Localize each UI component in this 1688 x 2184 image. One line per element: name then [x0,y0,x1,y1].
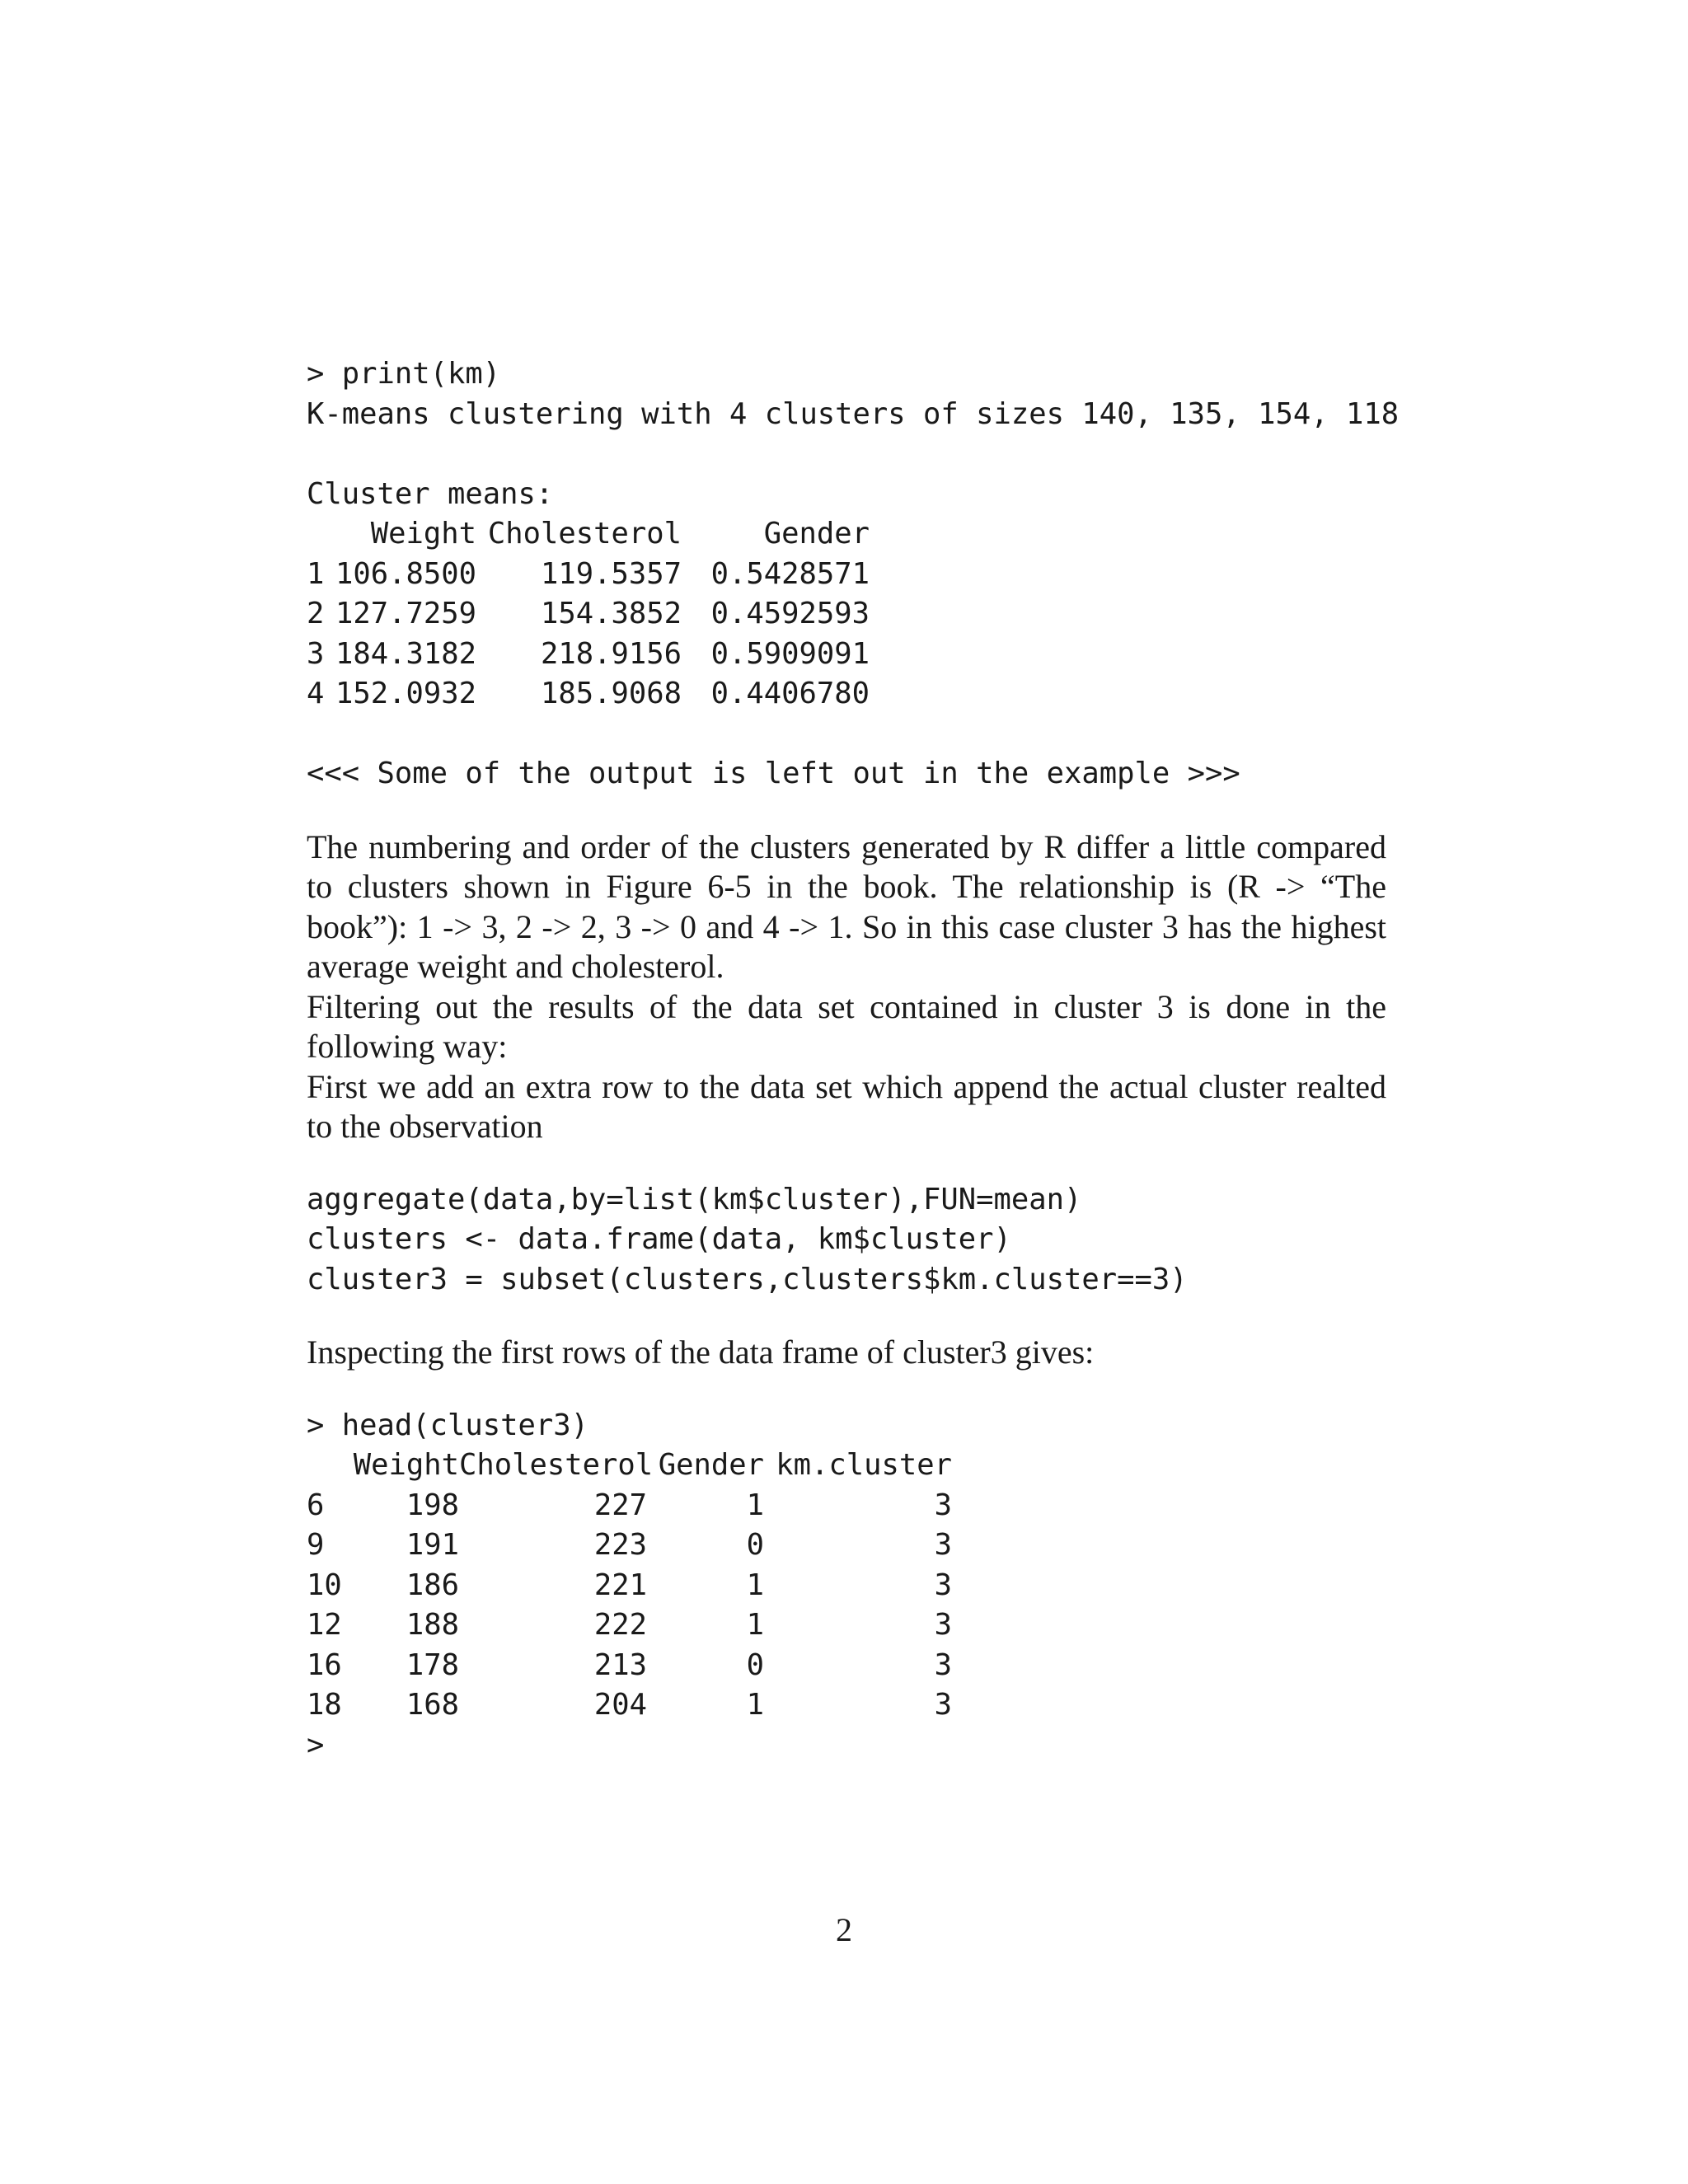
table-row [307,1526,1386,1566]
cell-weight: 178 [406,1647,459,1682]
cell-gender: 0 [746,1647,764,1682]
cluster-means-label: Cluster means: [307,476,554,511]
cell-gender: 1 [746,1568,764,1602]
cell-cholesterol: 185.9068 [541,677,682,710]
cell-weight: 186 [406,1568,459,1602]
cell-km-cluster: 3 [934,1488,952,1522]
explanation-text [307,827,1386,1147]
table-row [307,594,1386,635]
cell-weight: 188 [406,1608,459,1642]
command-print-km: > print(km) [307,357,501,391]
table-row [307,635,1386,675]
cell-gender: 0.5428571 [710,556,870,591]
cell-weight: 106.8500 [335,556,476,591]
console-output-head-cluster3 [307,1406,1386,1766]
row-id: 12 [307,1608,342,1642]
cell-cholesterol: 221 [593,1568,647,1602]
paragraph-extra-row: First we add an extra row to the data set which append the actual cluster realted to the observation [307,1067,1386,1145]
cluster3-header [307,1446,1386,1486]
page-number: 2 [836,1911,852,1948]
cluster3-table [307,1446,1386,1726]
cell-weight: 127.7259 [335,597,476,630]
cell-gender: 1 [746,1608,764,1642]
header-weight: Weight [370,517,476,551]
table-row [307,1486,1386,1526]
cell-weight: 152.0932 [335,677,476,710]
cell-km-cluster: 3 [934,1528,952,1562]
cell-cholesterol: 204 [593,1688,647,1722]
row-id: 1 [307,556,325,591]
cell-gender: 1 [746,1688,764,1722]
row-id: 10 [307,1568,342,1602]
header-gender: Gender [658,1448,764,1482]
cell-weight: 191 [406,1528,459,1562]
cell-weight: 198 [406,1488,459,1522]
cell-gender: 0.5909091 [710,636,870,671]
row-id: 16 [307,1647,342,1682]
table-row [307,674,1386,715]
cell-weight: 184.3182 [335,636,476,671]
cell-km-cluster: 3 [934,1608,952,1642]
table-row [307,555,1386,595]
row-id: 18 [307,1688,342,1722]
cell-km-cluster: 3 [934,1568,952,1602]
cell-cholesterol: 222 [593,1608,647,1642]
cell-cholesterol: 223 [593,1528,647,1562]
cell-gender: 0 [746,1528,764,1562]
code-block [307,1180,1386,1301]
row-id: 6 [307,1488,325,1522]
cell-cholesterol: 154.3852 [541,597,682,630]
paragraph-inspecting: Inspecting the first rows of the data frame of cluster3 gives: [307,1333,1095,1371]
paragraph-cluster-numbering: The numbering and order of the clusters generated by R differ a little compared to clusters shown in Figure 6-5 in the book. The relationship is (R -> “The book”): 1 -> 3, 2 -> 2, 3 -> 0 and 4 -> 1. So in this case cluster 3 has the highest average weight and cholesterol. [307,827,1386,985]
header-cholesterol: Cholesterol [459,1448,654,1482]
cell-gender: 0.4406780 [710,677,870,710]
paragraph-filtering: Filtering out the results of the data set contained in cluster 3 is done in the following way: [307,987,1386,1065]
cell-gender: 1 [746,1488,764,1522]
omitted-output-note: <<< Some of the output is left out in the example >>> [307,757,1240,790]
code-line-cluster3: cluster3 = subset(clusters,clusters$km.cluster==3) [307,1262,1188,1296]
code-line-aggregate: aggregate(data,by=list(km$cluster),FUN=mean) [307,1182,1082,1216]
cluster-means-table [307,514,1386,715]
cell-km-cluster: 3 [934,1688,952,1722]
cell-gender: 0.4592593 [710,597,870,630]
row-id: 9 [307,1528,325,1562]
document-page [307,354,1400,1765]
cell-km-cluster: 3 [934,1647,952,1682]
header-gender: Gender [763,517,870,551]
cell-weight: 168 [406,1688,459,1722]
cluster-means-header [307,514,1386,555]
code-line-clusters: clusters <- data.frame(data, km$cluster) [307,1222,1011,1256]
table-row [307,1646,1386,1686]
cell-cholesterol: 213 [593,1647,647,1682]
row-id: 2 [307,597,325,630]
cell-cholesterol: 119.5357 [541,556,682,591]
table-row [307,1566,1386,1606]
console-prompt: > [307,1727,325,1762]
header-weight: Weight [353,1448,459,1482]
row-id: 3 [307,636,325,671]
table-row [307,1605,1386,1646]
header-km-cluster: km.cluster [776,1448,952,1482]
row-id: 4 [307,677,325,710]
cell-cholesterol: 218.9156 [541,636,682,671]
kmeans-summary: K-means clustering with 4 clusters of sizes 140, 135, 154, 118 [307,396,1400,431]
console-output-print-km [307,354,1400,794]
cell-cholesterol: 227 [593,1488,647,1522]
table-row [307,1685,1386,1726]
header-cholesterol: Cholesterol [487,517,682,551]
command-head-cluster3: > head(cluster3) [307,1408,588,1442]
